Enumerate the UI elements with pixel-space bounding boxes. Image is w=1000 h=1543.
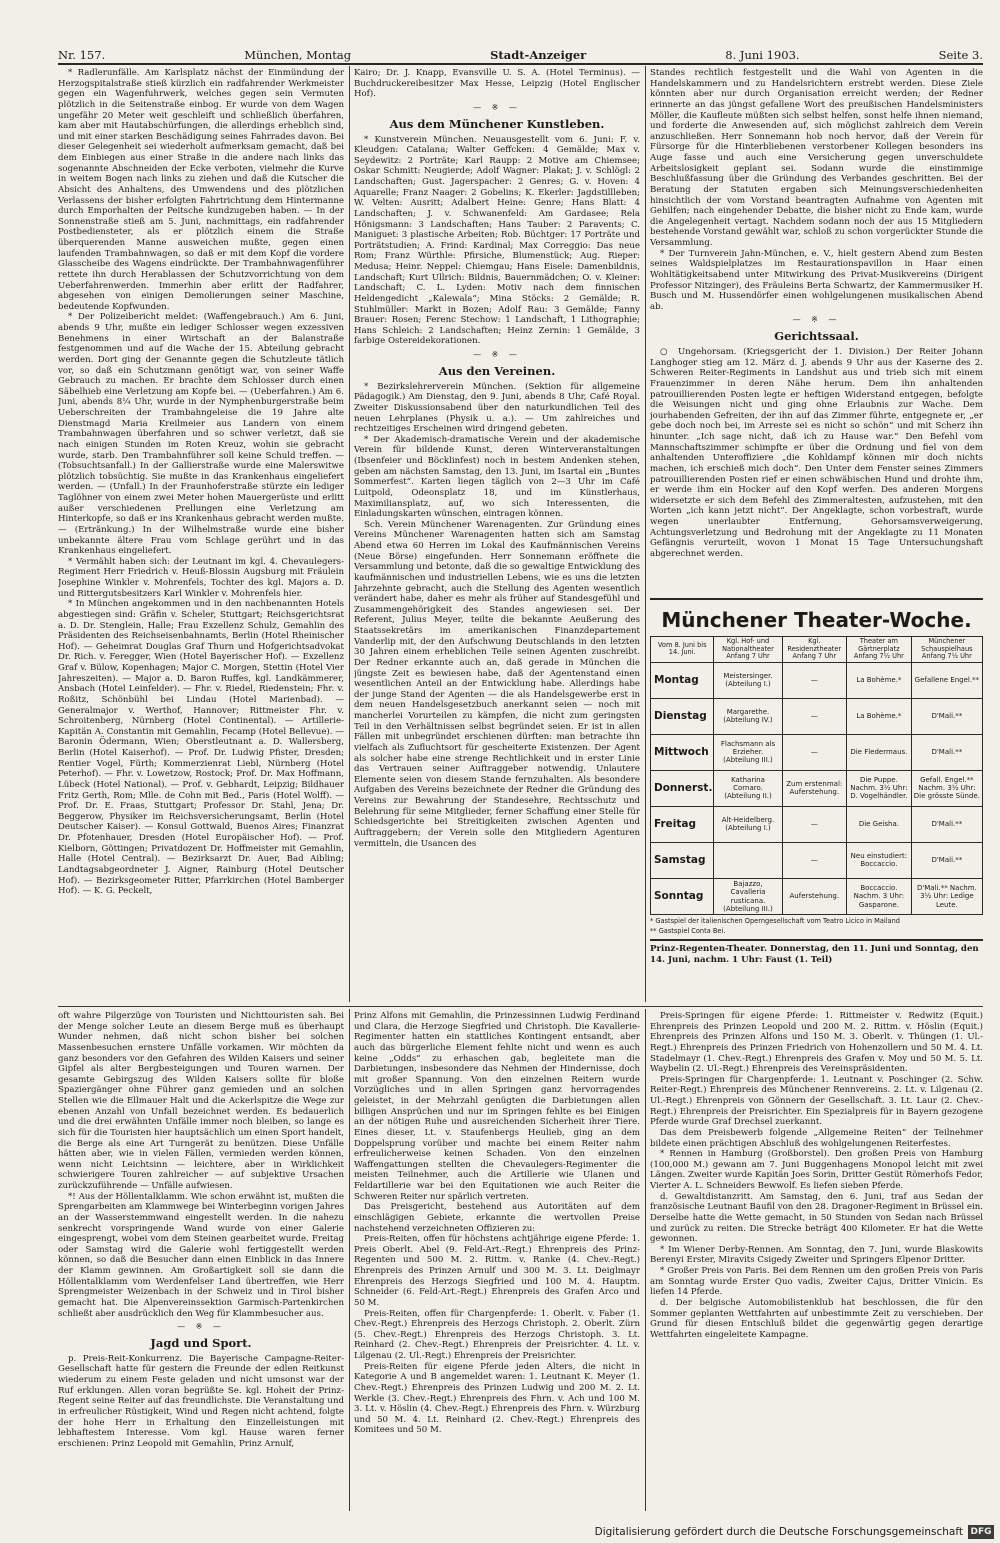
table-cell: Bajazzo, Cavalleria rusticana. (Abteilung III.) xyxy=(714,878,782,915)
column-divider xyxy=(645,1009,646,1511)
table-cell: — xyxy=(782,734,847,770)
table-cell: Katharina Cornaro. (Abteilung II.) xyxy=(714,770,782,806)
article-automobilistenklub: d. Der belgische Automobilistenklub hat beschlossen, die für den Sommer geplanten Wettfahrten auf unbestimmte Zeit zu verschieben. Der Grund für diesen Entschluß bildet die gegenwärtig gegen derartige Wettfahrten eingeleitete Kampagne. xyxy=(650,1297,983,1340)
day-cell: Samstag xyxy=(651,842,714,878)
article-preis-springen-chargen: Preis-Springen für Chargenpferde: 1. Leutnant v. Poschinger (2. Schw. Reiter-Regt.) Ehrenpreis des Münchener Rennvereins. 2. Lt. v. Lilgenau (2. Ul.-Regt.) Ehrenpreis von Gönnern der Gesellschaft. 3. Lt. Laur (2. Chev.-Regt.) Ehrenpreis der Preisrichter. Ein Spezialpreis für in Bayern gezogene Pferde wurde Graf Drechsel zuerkannt. xyxy=(650,1074,983,1128)
credit-text: Digitalisierung gefördert durch die Deutsche Forschungsgemeinschaft xyxy=(594,1526,963,1538)
ornament-separator: — ※ — xyxy=(473,102,521,112)
ornament-separator: — ※ — xyxy=(177,1322,225,1332)
column-1 xyxy=(58,68,344,1002)
table-row xyxy=(651,806,983,842)
table-row xyxy=(651,842,983,878)
article-bezirkslehrerverein: * Bezirkslehrerverein München. (Sektion für allgemeine Pädagogik.) Am Dienstag, den 9. Juni, abends 8 Uhr, Café Royal. Zweiter Diskussionsabend über den naturkundlichen Teil des neuen Lehrplanes (Physik u. a.). — Um zahlreiches und rechtzeitiges Erscheinen wird dringend gebeten. xyxy=(354,381,640,435)
ornament-separator: — ※ — xyxy=(473,350,521,359)
article-preis-reiten-chargen: Preis-Reiten, offen für Chargenpferde: 1. Oberlt. v. Faber (1. Chev.-Regt.) Ehrenpreis des Herzogs Christoph. 2. Oberlt. Zürn (5. Chev.-Regt.) Ehrenpreis des Herzogs Christoph. 3. Lt. Reinhard (2. Chev.-Regt.) Ehrenpreis der Preisrichter. 4. Lt. v. Lilgenau (2. Ul.-Regt.) Ehrenpreis der Preisrichter. xyxy=(354,1308,640,1361)
column-header: Kgl. Residenztheater Anfang 7 Uhr xyxy=(782,637,847,663)
issue-number: Nr. 157. xyxy=(58,48,106,62)
column-header: Kgl. Hof- und Nationaltheater Anfang 7 Uhr xyxy=(714,637,782,663)
column-header: Theater am Gärtnerplatz Anfang 7½ Uhr xyxy=(847,637,912,663)
hotel-list-continued: Kairo; Dr. J. Knapp, Evansville U. S. A. (Hotel Terminus). — Buchdruckereibesitzer Max Hesse, Leipzig (Hotel Englischer Hof). xyxy=(354,68,640,100)
article-vermaehlt: * Vermählt haben sich: der Leutnant im kgl. 4. Chevaulegers-Regiment Herr Friedrich v. Heuß-Blossin Augsburg mit Fräulein Josephine Winkler v. Mohrenfels, Tochter des kgl. Majors a. D. und Rittergutsbesitzers Karl Winkler v. Mohrenfels hier. xyxy=(58,556,344,599)
issue-date: 8. Juni 1903. xyxy=(725,48,800,62)
table-cell: D'Mali.** xyxy=(911,734,982,770)
table-cell: — xyxy=(782,662,847,698)
article-kaiser-warnung: oft wahre Pilgerzüge von Touristen und Nichttouristen sah. Bei der Menge solcher Leute an diesem Berge muß es überhaupt Wunder nehmen, daß nicht schon bisher bei solchen Massenbesuchen ernstere Unfälle vorkamen. Wir möchten da ganz besonders vor den Gefahren des Wilden Kaisers und seiner Gipfel als alter Bergbesteigungen und Touren warnen. Der gesamte Gebirgszug des Wilden Kaisers sollte für bloße Spaziergänger ohne Führer ganz gemieden und an solchen Stellen wie die Ellmauer Halt und die Ackerlspitze die Wege zur ebenen Anzahl von Unfall bezeichnet werden. Es bedauerlich und die drei erwähnten Unfälle immer noch bleiben, so lange es sich für die Touristen hier hauptsächlich um einen Sport handelt, die Berge als eine Art Turngerät zu benützen. Diese Unfälle hätten aber, wie in vielen Fällen, vermieden werden können, wenn nicht Leichtsinn — leichtere, aber in Wirklichkeit schwierigere Touren zahlreicher — auf subjektive Ursachen zurückzuführende — Unfälle aufwiesen. xyxy=(58,1011,344,1191)
table-row xyxy=(651,662,983,698)
section-heading-kunstleben: Aus dem Münchener Kunstleben. xyxy=(389,116,605,131)
article-gewaltdistanzritt: d. Gewaltdistanzritt. Am Samstag, den 6. Juni, traf aus Sedan der französische Leutnant Baufil von den 28. Dragoner-Regiment in Brüssel ein. Derselbe hatte die Wette gemacht, in 50 Stunden von Sedan nach Brüssel und zurück zu reiten. Die Strecke beträgt 400 Kilometer. Er hat die Wette gewonnen. xyxy=(650,1191,983,1245)
day-cell: Dienstag xyxy=(651,698,714,734)
article-ungehorsam: ○ Ungehorsam. (Kriegsgericht der 1. Division.) Der Reiter Johann Langhoger stieg am 12. März d. J. abends 9 Uhr aus der Kaserne des 2. Schweren Reiter-Regiments in Landshut aus und trieb sich mit einem Frauenzimmer in deren Nähe herum. Dem ihn anhaltenden patrouillierenden Posten legte er heftigen Widerstand entgegen, befolgte die Weisungen nicht und ging ohne Erlaubnis zur Wache. Dem jourhabenden Gefreiten, der ihn auf das Zimmer führte, entgegnete er, „er gebe doch noch bei, im Arreste sei es nicht so schön“ und mit Scherz ihn hinunter. „Ich sage nicht, daß ich zu Hause war.“ Den Befehl vom Mannschaftszimmer schimpfte er über die Ordnung und fiel von dem anhaltenden Unteroffiziere „die Kohldampf können mir doch nichts machen, ich erschieß mich doch“. Den Unter dem Fenster seines Zimmers patrouillierenden Posten rief er einen schwäbischen Hund und drohte ihm, er werde ihm ein Hocker auf den Kopf werfen. Des anderen Morgens widersetzte er sich dem Befehl des Zimmeraltesten, aufzustehen, mit den Worten „ich kann jetzt nicht“. Der Angeklagte, schon vorbestraft, wurde wegen unerlaubter Entfernung, Gehorsamsverweigerung, Achtungsverletzung und Bedrohung mit der Angeklagte zu 11 Monaten Gefängnis verurteilt, wovon 1 Monat 15 Tage Untersuchungshaft abgerechnet werden. xyxy=(650,347,983,559)
table-footnote: ** Gastspiel Conta Bei. xyxy=(650,927,726,936)
table-cell: Margarethe. (Abteilung IV.) xyxy=(714,698,782,734)
table-cell: Flachsmann als Erzieher. (Abteilung III.) xyxy=(714,734,782,770)
dfg-logo: DFG xyxy=(968,1525,994,1539)
day-cell: Freitag xyxy=(651,806,714,842)
table-cell: D'Mali.** xyxy=(911,842,982,878)
page-number: Seite 3. xyxy=(938,48,983,62)
article-kunstverein: * Kunstverein München. Neuausgestellt vom 6. Juni: F. v. Kleudgen: Catalana; Walter Geffcken: 4 Gemälde; Max v. Seydewitz: 2 Porträte; Karl Raupp: 2 Motive am Chiemsee; Oskar Schmitt: Neugierde; Adolf Wagner: Plakat; J. v. Schlögl: 2 Landschaften; Gust. Jagerspacher: 2 Genres; G. v. Hoven: 4 Aquarelle; Franz Naager: 2 Gobelins; K. Ekerler: Jagdstillleben; W. Velten: Ausritt; Adalbert Heine: Genre; Hans Blatt: 4 Landschaften; J. v. Schwanenfeld: Am Gardasee; Rela Hönigsmann: 3 Landschaften; Hans Tauber: 2 Paravents; C. Maniguet: 3 plastische Arbeiten; Rob. Büchtger: 17 Porträte und Porträtstudien; A. Frind: Kardinal; Max Correggio: Das neue Rom; Franz Würthle: Pfirsiche, Blumenstück; Aug. Rieper: Medusa; Heinr. Neppel: Chiemgau; Hans Eisele: Damenbildnis, Landschaft; Kurt Ullrich: Bildnis, Bauernmädchen; O. v. Kleiner: Landschaft; C. L. Lyden: Motiv nach dem finnischen Heldengedicht „Kalewala“; Mina Stöcks: 2 Gemälde; R. Stuhlmüller: Markt in Bozen; Adolf Rau: 3 Gemälde; Fanny Brauer: Rosen; Ferenc Stechow: 1 Landschaft, 1 Lithographie; Hans Schleich: 2 Landschaften; Heinz Zernin: 1 Gemälde, 3 farbige Ostereidekorationen. xyxy=(354,134,640,347)
article-warenagenten-continued: Standes rechtlich festgestellt und die Wahl von Agenten in die Handelskammern und zu Handelsrichtern erstrebt werden. Diese Ziele könnten aber nur durch Organisation erreicht werden; der Redner erinnerte an das jüngst gefallene Wort des preußischen Handelsministers Möller, die Kaufleute müßten sich selbst helfen, sonst helfe ihnen niemand, und forderte die Anwesenden auf, sich möglichst zahlreich dem Verein anzuschließen. Herr Sonnemann hob noch hervor, daß der Verein für Fürsorge für die Hinterbliebenen verstorbener Kollegen besonders ins Auge fasse und auch eine Versicherung gegen unverschuldete Arbeitslosigkeit geplant sei. Sodann wurde die einstimmige Beschlußfassung über die Gründung des Verbandes geschritten. Bei der Beratung der Statuten ergaben sich Meinungsverschiedenheiten hinsichtlich der vom Vorstand beantragten Aufnahme von Agenten mit Gehilfen; nach eingehender Debatte, die bisher nicht zu Ende kam, wurde die Angelegenheit vertagt. Nachdem sodann noch der aus 15 Mitgliedern bestehende Vorstand gewählt war, schloß zu schon vorgerückter Stunde die Versammlung. xyxy=(650,68,983,248)
section-heading-jagd-sport: Jagd und Sport. xyxy=(150,1335,252,1350)
article-preis-springen: Preis-Springen für eigene Pferde: 1. Rittmeister v. Redwitz (Equit.) Ehrenpreis des Prinzen Leopold und 200 M. 2. Rittm. v. Höslin (Equit.) Ehrenpreis des Prinzen Alfons und 150 M. 3. Oberlt. v. Thüngen (1. Ul.-Regt.) Ehrenpreis des Prinzen Friedrich von Hohenzollern und 50 M. 4. Lt. Stadelmayr (1. Chev.-Regt.) Ehrenpreis des Grafen v. Moy und 50 M. 5. Lt. Waybelin (2. Ul.-Regt.) Ehrenpreis des Vereinspräsidenten. xyxy=(650,1011,983,1075)
day-cell: Montag xyxy=(651,662,714,698)
bottom-column-3 xyxy=(650,1011,983,1511)
article-preisgericht: Das Preisgericht, bestehend aus Autoritäten auf dem einschlägigen Gebiete, erkannte die wertvollen Preise nachstehend verzeichneten Offizieren zu: xyxy=(354,1202,640,1234)
theater-top-rule xyxy=(650,598,983,600)
column-divider xyxy=(349,1009,350,1511)
table-corner-cell: Vom 8. Juni bis 14. Juni. xyxy=(651,637,714,663)
table-cell: D'Mali.** xyxy=(911,806,982,842)
article-wiener-derby: * Im Wiener Derby-Rennen. Am Sonntag, den 7. Juni, wurde Blaskowits Berenyi Erster, Miravits Csigedy Zweiter und Springers Elpenor Dritter. xyxy=(650,1244,983,1266)
article-preis-reit-konkurrenz: p. Preis-Reit-Konkurrenz. Die Bayerische Campagne-Reiter-Gesellschaft hatte für gestern die Freunde der edlen Reitkunst wiederum zu einem Feste geladen und nicht umsonst war der Ruf erklungen. Allen voran begrüßte Se. kgl. Hoheit der Prinz-Regent seine Reiter auf das freundlichste. Die Veranstaltung und in erfreulicher Rüstigkeit, Wind und Regen nicht achtend, folgte der hohe Herr in Erhaltung den Einzelleistungen mit lebhaftestem Interesse. Vom kgl. Hause waren ferner erschienen: Prinz Leopold mit Gemahlin, Prinz Arnulf, xyxy=(58,1353,344,1449)
theater-week-box xyxy=(650,602,983,1002)
table-cell: Die Puppe. Nachm. 3½ Uhr: D. Vogelhändler. xyxy=(847,770,912,806)
article-preis-reiten-alle: Preis-Reiten für eigene Pferde jeden Alters, die nicht in Kategorie A und B angemeldet waren: 1. Leutnant K. Meyer (1. Chev.-Regt.) Ehrenpreis des Prinzen Ludwig und 200 M. 2. Lt. Werkle (3. Chev.-Regt.) Ehrenpreis des Fhrn. v. Ach und 100 M. 3. Lt. v. Höslin (4. Chev.-Regt.) Ehrenpreis des Fhrn. v. Würzburg und 50 M. 4. Lt. Reinhard (2. Chev.-Regt.) Ehrenpreis des Komitees und 50 M. xyxy=(354,1361,640,1436)
section-divider-rule xyxy=(58,1006,983,1007)
table-cell: — xyxy=(782,842,847,878)
table-row xyxy=(651,698,983,734)
table-cell: D'Mali.** Nachm. 3½ Uhr: Ledige Leute. xyxy=(911,878,982,915)
newspaper-name: Stadt-Anzeiger xyxy=(490,48,587,62)
section-heading-gerichtssaal: Gerichtssaal. xyxy=(774,329,859,343)
theater-schedule-table xyxy=(650,636,983,915)
table-cell: D'Mali.** xyxy=(911,698,982,734)
article-preis-reiten-a: Preis-Reiten, offen für höchstens achtjährige eigene Pferde: 1. Preis Oberlt. Abel (9. Feld-Art.-Regt.) Ehrenpreis des Prinz-Regenten und 500 M. 2. Rittm. v. Ranke (4. Chev.-Regt.) Ehrenpreis des Prinzen Arnulf und 300 M. 3. Lt. Deiglmayr Ehrenpreis des Herzogs Siegfried und 100 M. 4. Hauptm. Schneider (6. Feld-Art.-Regt.) Ehrenpreis des Grafen Arco und 50 M. xyxy=(354,1234,640,1308)
table-cell: La Bohème.* xyxy=(847,662,912,698)
day-cell: Donnerst. xyxy=(651,770,714,806)
table-footnote: * Gastspiel der italienischen Operngesellschaft vom Teatro Licico in Mailand xyxy=(650,917,900,926)
article-polizeibericht: * Der Polizeibericht meldet: (Waffengebrauch.) Am 6. Juni, abends 9 Uhr, mußte ein lediger Schlosser wegen exzessiven Benehmens in einer Wirtschaft an der Balanstraße festgenommen und auf die Wache der 15. Abteilung gebracht werden. Dort ging der Genannte gegen die Schutzleute tätlich vor, so daß ein Schutzmann genötigt war, von seiner Waffe Gebrauch zu machen. Er brachte dem Schlosser durch einen Säbelhieb eine Verletzung am Kopfe bei. — (Ueberfahren.) Am 6. Juni, abends 8¼ Uhr, wurde in der Nymphenburgerstraße beim Ueberschreiten der Trambahngeleise die 19 Jahre alte Dienstmagd Maria Kreilmeier aus Landern von einem Trambahnwagen überfahren und so schwer verletzt, daß sie nach einigen Stunden im Roten Kreuz, wohin sie gebracht wurde, starb. Den Trambahnführer soll keine Schuld treffen. — (Tobsuchtsanfall.) In der Gallierstraße wurde eine Malerswitwe plötzlich tobsüchtig. Sie mußte in das Krankenhaus eingeliefert werden. — (Unfall.) In der Fraunhoferstraße stürzte ein lediger Taglöhner von einem zwei Meter hohen Mauergerüste und erlitt außer verschiedenen Prellungen eine Verletzung am Hinterkopfe, so daß er ins Krankenhaus gebracht werden mußte. — (Ertränkung.) In der Wilhelmstraße wurde eine bisher unbekannte ältere Frau vom Schlage gerührt und in das Krankenhaus eingeliefert. xyxy=(58,312,344,557)
article-warenagenten: Sch. Verein Münchener Warenagenten. Zur Gründung eines Vereins Münchener Warenagenten hatten sich am Samstag Abend etwa 60 Herren im Lokal des Kaufmännischen Vereins (Neue Börse) eingefunden. Herr Sonnemann eröffnete die Versammlung und betonte, daß die so gewaltige Entwicklung des kaufmännischen und industriellen Lebens, wie es uns die letzten Jahrzehnte gebracht, auch die Stellung des Agenten wesentlich verändert habe, daher es mehr als früher auf Standesgefühl und Zusammengehörigkeit des Standes angewiesen sei. Der Referent, Julius Meyer, teilte die bekannte Aeußerung des Staatssekretärs im amerikanischen Finanzdepartement Vanderlip mit, der den Aufschwung Deutschlands in den letzten 30 Jahren einem erheblichen Teile seinen Agenten zuschreibt. Der Redner erkannte auch an, daß gerade in München die jüngste Zeit es bewiesen habe, daß der Agentenstand einen wesentlichen Anteil an der Entwicklung habe. Allerdings habe der junge Stand der Agenten — die als Handelsgewerbe erst in dem neuen Handelsgesetzbuch anerkannt seien — noch mit mancherlei Vorurteilen zu kämpfen, die nicht zum geringsten Teil in den Verhältnissen selbst begründet seien. Er ist in allen Fällen mit unbegründet erschienen dürften: man betrachte ihn vielfach als Zufluchtsort für gescheiterte Existenzen. Der Agent als solcher habe eine strenge Rechtlichkeit und in erster Linie das Vertrauen seiner Auftraggeber notwendig. Unlautere Elemente seien von diesem Stande fernzuhalten. Als besondere Aufgaben des Vereins bezeichnete der Redner die Gründung des Vereins zur Bewahrung der Standesehre, Rechtsschutz und Belehrung für seine Mitglieder, ferner Schaffung einer Stelle für Schiedsgerichte bei Streitigkeiten zwischen Agenten und Auftraggebern; der Verein solle den Mitgliedern Agenturen vermitteln, die Usancen des xyxy=(354,519,640,849)
table-cell: Zum erstenmal: Auferstehung. xyxy=(782,770,847,806)
table-cell: Gefallene Engel.** xyxy=(911,662,982,698)
article-hoellentalklamm: *! Aus der Höllentalklamm. Wie schon erwähnt ist, mußten die Sprengarbeiten am Klammwege bei Winterbeginn vorigen Jahres an der Wasserstemmwand eingestellt werden. In die nahezu senkrecht vorspringende Wand wurde von einer Galerie eingesprengt, wobei vom dem Steinen gearbeitet wurde. Freitag oder Samstag wird die Galerie wohl fertiggestellt werden können, so daß die Besucher dann einen Einblick in das Innere der Klamm gewinnen. Am Großartigkeit soll sie dann die Höllentalklamm vom Werdenfelser Land übertreffen, wie Herr Sprengmeister Weizenbach in der Schweiz und in Tirol bisher gemacht hat. Die Alpenvereinssektion Garmisch-Partenkirchen schließt aber ausdrücklich den Weg für Klammbesucher aus. xyxy=(58,1191,344,1319)
table-row xyxy=(651,734,983,770)
column-divider xyxy=(349,66,350,1002)
header-rule xyxy=(58,63,983,65)
table-row xyxy=(651,770,983,806)
prinz-regenten-theater-line: Prinz-Regenten-Theater. Donnerstag, den 11. Juni und Sonntag, den 14. Juni, nachm. 1 Uhr: Faust (1. Teil) xyxy=(650,944,979,965)
day-cell: Sonntag xyxy=(651,878,714,915)
column-2 xyxy=(354,68,640,1002)
digitization-credit xyxy=(595,1525,994,1539)
column-3 xyxy=(650,68,983,588)
table-cell: Auferstehung. xyxy=(782,878,847,915)
article-allgemeines-reiten: Das dem Preisbewerb folgende „Allgemeine Reiten“ der Teilnehmer bildete einen prächtigen Abschluß des wohlgelungenen Reiterfestes. xyxy=(650,1127,983,1149)
table-cell: — xyxy=(782,698,847,734)
table-cell: Neu einstudiert: Boccaccio. xyxy=(847,842,912,878)
table-cell: Gefall. Engel.** Nachm. 3½ Uhr: Die grösste Sünde. xyxy=(911,770,982,806)
place-day: München, Montag xyxy=(244,48,352,62)
day-cell: Mittwoch xyxy=(651,734,714,770)
table-cell: Die Fledermaus. xyxy=(847,734,912,770)
article-angekommen: * In München angekommen und in den nachbenannten Hotels abgestiegen sind: Gräfin v. Scheler, Stuttgart; Reichsgerichtsrat a. D. Dr. Stenglein, Halle; Frau Exzellenz Schulz, Gemahlin des Präsidenten des Reichseisenbahnamts, Berlin (Hotel Rheinischer Hof). — Geheimrat Douglas Graf Thurn und Hofgerichtsadvokat Dr. Rich. v. Feregger, Wien (Hotel Bayerischer Hof). — Exzellenz Graf v. Bülow, Kopenhagen; Major C. Morgen, Stettin (Hotel Vier Jahreszeiten). — Major a. D. Baron Ruffes, kgl. Landkämmerer, Ansbach (Hotel Leinfelder). — Fhr. v. Riedel, Riedenstein; Fhr. v. Roßitz, Schönbühl bei Lindau (Hotel Marienbad). — Generalmajor v. Werthof, Hannover; Rittmeister Fhr. v. Schroitenberg, Nürnberg (Hotel Continental). — Artillerie-Kapitän A. Constantin mit Gemahlin, Fecamp (Hotel Bellevue). — Baronin Ödermann, Wien; Oberstleutnant a. D. Wallersberg, Berlin (Hotel Kaiserhof). — Prof. Dr. Ludwig Pfister, Dresden; Rentier Vogel, Fürth; Kommerzienrat Liebl, Nürnberg (Hotel Peterhof). — Fhr. v. Lowetzow, Rostock; Prof. Dr. Max Hoffmann, Lübeck (Hotel National). — Prof. v. Gebhardt, Leipzig; Bildhauer Fritz Gerth, Rom; Mlle. de Cohn mit Bed., Paris (Hotel Wolff). — Prof. Dr. E. Fraas, Stuttgart; Professor Dr. Stahl, Jena; Dr. Beggerow, Physiker im Reichsversicherungsamt, Berlin (Hotel Deutscher Kaiser). — Konsul Gottwald, Buenos Aires; Finanzrat Dr. Pfotenhauer, Dresden (Hotel Europäischer Hof). — Prof. Kielborn, Göttingen; Privatdozent Dr. Hoffmeister mit Gemahlin, Halle (Hotel Central). — Bezirksarzt Dr. Auer, Bad Aibling; Landtagsabgeordneter J. Aigner, Rainburg (Hotel Deutscher Hof). — Bezirksgeometer Ritter, Pfarrkirchen (Hotel Bamberger Hof). — K. G. Peckelt, xyxy=(58,599,344,897)
page-header xyxy=(58,40,983,62)
table-cell: Meistersinger. (Abteilung I.) xyxy=(714,662,782,698)
bottom-column-2 xyxy=(354,1011,640,1511)
ornament-separator: — ※ — xyxy=(792,315,841,325)
table-cell: Die Geisha. xyxy=(847,806,912,842)
column-header: Münchener Schauspielhaus Anfang 7½ Uhr xyxy=(911,637,982,663)
table-cell: Boccaccio. Nachm. 3 Uhr: Gasparone. xyxy=(847,878,912,915)
table-cell xyxy=(714,842,782,878)
theater-bottom-rule xyxy=(650,939,983,941)
table-row xyxy=(651,878,983,915)
table-cell: — xyxy=(782,806,847,842)
table-cell: La Bohème.* xyxy=(847,698,912,734)
bottom-column-1 xyxy=(58,1011,344,1511)
article-akademischer-verein: * Der Akademisch-dramatische Verein und der akademische Verein für bildende Kunst, deren Winterveranstaltungen (Ibsenfeier und Böcklinfest) noch in bestem Andenken stehen, geben am nächsten Samstag, den 13. Juni, im Isartal ein „Buntes Sommerfest“. Karten liegen täglich von 2—3 Uhr im Café Luitpold, Odeonsplatz 18, und im Künstlerhaus, Maximiliansplatz, auf, wo sich Interessenten, die Einladungskarten wünschen, eintragen können. xyxy=(354,434,640,520)
table-header-row xyxy=(651,637,983,663)
theater-week-title: Münchener Theater-Woche. xyxy=(661,608,972,632)
table-cell: Alt-Heidelberg. (Abteilung I.) xyxy=(714,806,782,842)
article-turnverein: * Der Turnverein Jahn-München, e. V., hielt gestern Abend zum Besten seines Waldspielplatzes im Restaurationspavillon in Haar einen Wohltätigkeitsabend unter Mitwirkung des Privat-Musikvereins (Dirigent Professor Nitzinger), des Fräuleins Berta Schwartz, der Kammermusiker H. Busch und M. Hussendörfer einen wohlgelungenen musikalischen Abend ab. xyxy=(650,248,983,312)
article-radlerunfaelle: * Radlerunfälle. Am Karlsplatz nächst der Einmündung der Herzogspitalstraße stieß kürzlich ein radfahrender Werkmeister gegen ein Wagenfuhrwerk, welches gegen sein Vermuten plötzlich in die Seitenstraße einbog. Er wurde von dem Wagen ungefähr 20 Meter weit geschleift und schließlich überfahren, kam aber mit Hautabschürfungen, die allerdings erheblich sind, und mit einer starken Beschädigung seines Fahrrades davon. Bei dieser Gelegenheit sei wiederholt aufmerksam gemacht, daß bei dem Einbiegen aus einer Straße in die andere nach links das sogenannte Abschneiden der Ecke verboten, vielmehr die Kurve in weitem Bogen nach links zu ziehen und daß die Kutscher die Absicht des Anhaltens, des Umwendens und des plötzlichen Verlassens der bisher erfolgten Fahrtrichtung dem Hintermanne durch Emporhalten der Peitsche kundzugeben haben. — In der Sonnenstraße stieß am 5. Juni, nachmittags, ein radfahrender Postbediensteter, als er plötzlich einem die Straße überquerenden Manne ausweichen mußte, gegen einen laufenden Trambahnwagen, so daß er mit dem Kopf die vordere Glasscheibe des Wagens eindrückte. Der Trambahnwagenführer rettete ihn durch Herablassen der Schutzvorrichtung von dem Ueberfahrenwerden. Immerhin aber erlitt der Radfahrer, abgesehen von einigen Demolierungen seiner Maschine, bedeutende Kopfwunden. xyxy=(58,68,344,312)
article-rennen-hamburg: * Rennen in Hamburg (Großborstel). Den großen Preis von Hamburg (100,000 M.) gewann am 7. Juni Buggenhagens Monopol leicht mit zwei Längen. Zweiter wurde Kapitän Joes Sorin, Dritter Gestüt Römerhofs Fedor, Vierter A. L. Schneiders Bewwolf. Es liefen sieben Pferde. xyxy=(650,1149,983,1191)
column-divider xyxy=(645,66,646,1002)
section-heading-vereine: Aus den Vereinen. xyxy=(438,363,556,378)
article-grosser-preis-paris: * Großer Preis von Paris. Bei dem Rennen um den großen Preis von Paris am Sonntag wurde Erster Quo vadis, Zweiter Cajus, Dritter Vinicin. Es liefen 14 Pferde. xyxy=(650,1266,983,1298)
article-reitfest-continued: Prinz Alfons mit Gemahlin, die Prinzessinnen Ludwig Ferdinand und Clara, die Herzoge Siegfried und Christoph. Die Kavallerie-Regimenter hatten ein stattliches Kontingent entsandt, aber auch das bürgerliche Element fehlte nicht und wenn es auch keine „Odds“ zu erhaschen gab, begleitete man die Darbietungen, insbesondere das Nehmen der Hindernisse, doch mit großer Spannung. Von den einzelnen Reitern wurde Vorzügliches und in allen Springen ganz hervorragendes geleistet, in der Mehrzahl genügten die Darbietungen allen billigen Ansprüchen und nur im Springen fehlte es bei Einigen an der nötigen Ruhe und ausreichenden Sicherheit ihrer Tiere. Eines dieser, Lt. v. Staufenbergs Heulieb, ging an dem Doppelsprung vorüber und machte bei einem Reiter nahm erfreulicherweise keinen Schaden. Von den einzelnen Waffengattungen stellten die Chevaulegers-Regimenter die meisten Teilnehmer, auch die Artillerie wie Ulanen und Feldartillerie war bei den Equitationen wie auch Reiter die Schweren Reiter nur spärlich vertreten. xyxy=(354,1011,640,1202)
